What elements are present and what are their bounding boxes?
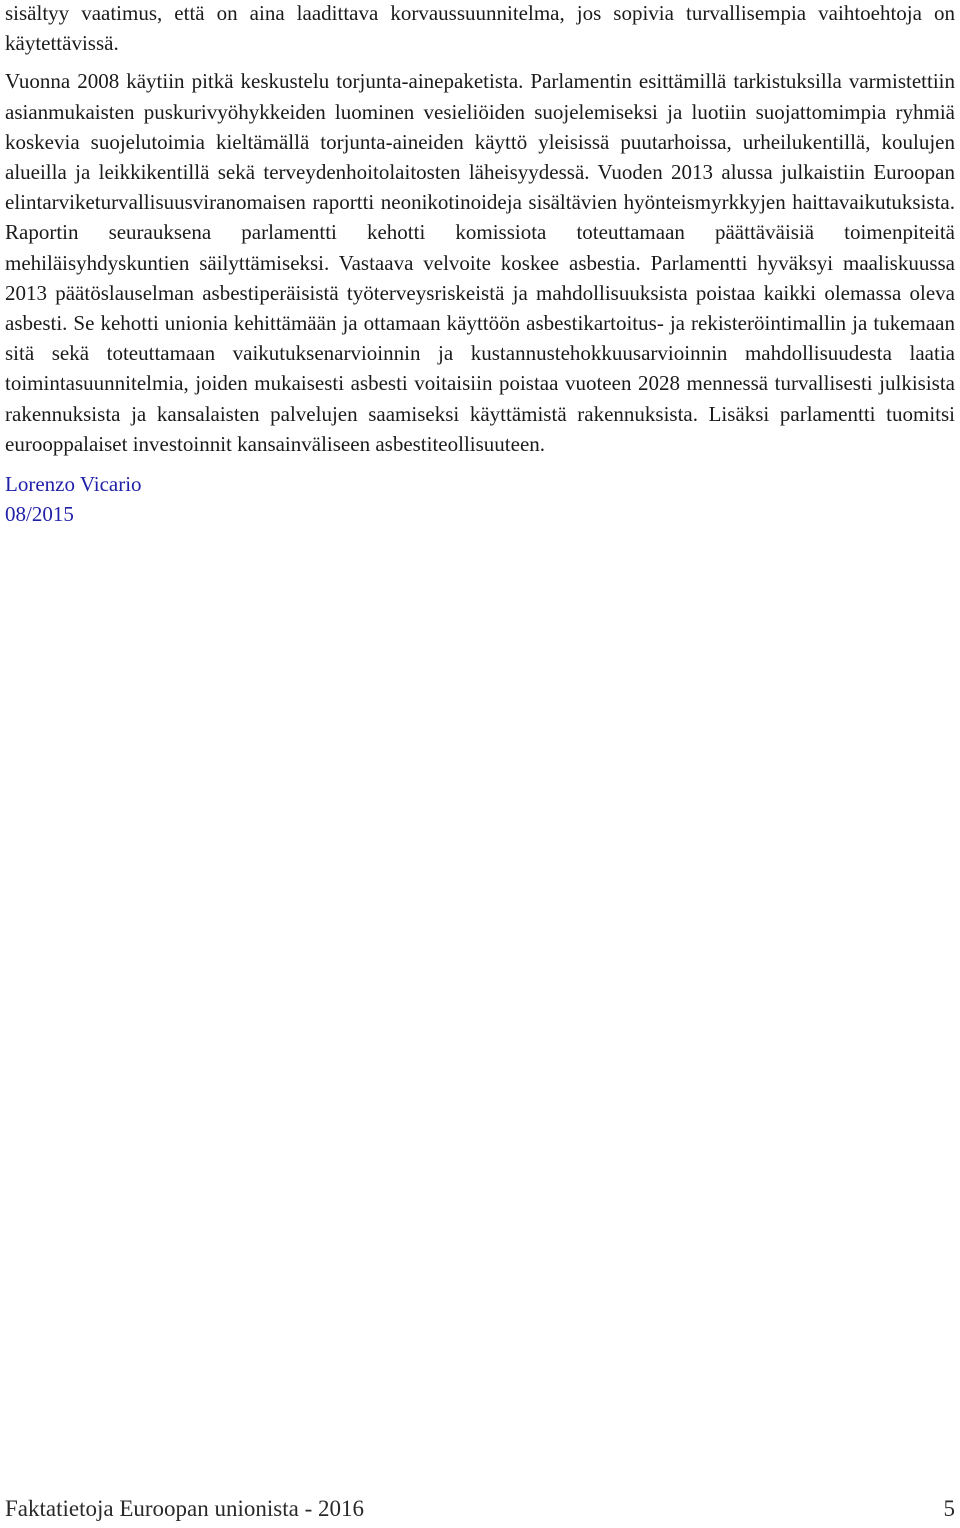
document-body [5,0,955,529]
author-date: 08/2015 [5,502,74,527]
page-footer [5,1494,955,1524]
author-block [5,469,955,529]
paragraph-1: sisältyy vaatimus, että on aina laadittava korvaussuunnitelma, jos sopivia turvallisempia vaihtoehtoja on käytettävissä. [5,1,955,56]
footer-title: Faktatietoja Euroopan unionista - 2016 [5,1496,364,1521]
author-name: Lorenzo Vicario [5,472,142,497]
paragraph-2: Vuonna 2008 käytiin pitkä keskustelu torjunta-ainepaketista. Parlamentin esittämillä tarkistuksilla varmistettiin asianmukaisten puskurivyöhykkeiden luominen vesieliöiden suojelemiseksi ja luotiin suojattomimpia ryhmiä koskevia suojelutoimia kieltämällä torjunta-aineiden käyttö yleisissä puutarhoissa, urheilukentillä, koulujen alueilla ja leikkikentillä sekä terveydenhoitolaitosten läheisyydessä. Vuoden 2013 alussa julkaistiin Euroopan elintarviketurvallisuusviranomaisen raportti neonikotinoideja sisältävien hyönteismyrkkyjen haittavaikutuksista. Raportin seurauksena parlamentti kehotti komissiota toteuttamaan päättäväisiä toimenpiteitä mehiläisyhdyskuntien säilyttämiseksi. Vastaava velvoite koskee asbestia. Parlamentti hyväksyi maaliskuussa 2013 päätöslauselman asbestiperäisistä työterveysriskeistä ja mahdollisuuksista poistaa kaikki olemassa oleva asbesti. Se kehotti unionia kehittämään ja ottamaan käyttöön asbestikartoitus- ja rekisteröintimallin ja tukemaan sitä sekä toteuttamaan vaikutuksenarvioinnin ja kustannustehokkuusarvioinnin mahdollisuudesta laatia toimintasuunnitelmia, joiden mukaisesti asbesti voitaisiin poistaa vuoteen 2028 mennessä turvallisesti julkisista rakennuksista ja kansalaisten palvelujen saamiseksi käyttämistä rakennuksista. Lisäksi parlamentti tuomitsi eurooppalaiset investoinnit kansainväliseen asbestiteollisuuteen. [5,69,955,456]
page-number: 5 [943,1496,955,1521]
